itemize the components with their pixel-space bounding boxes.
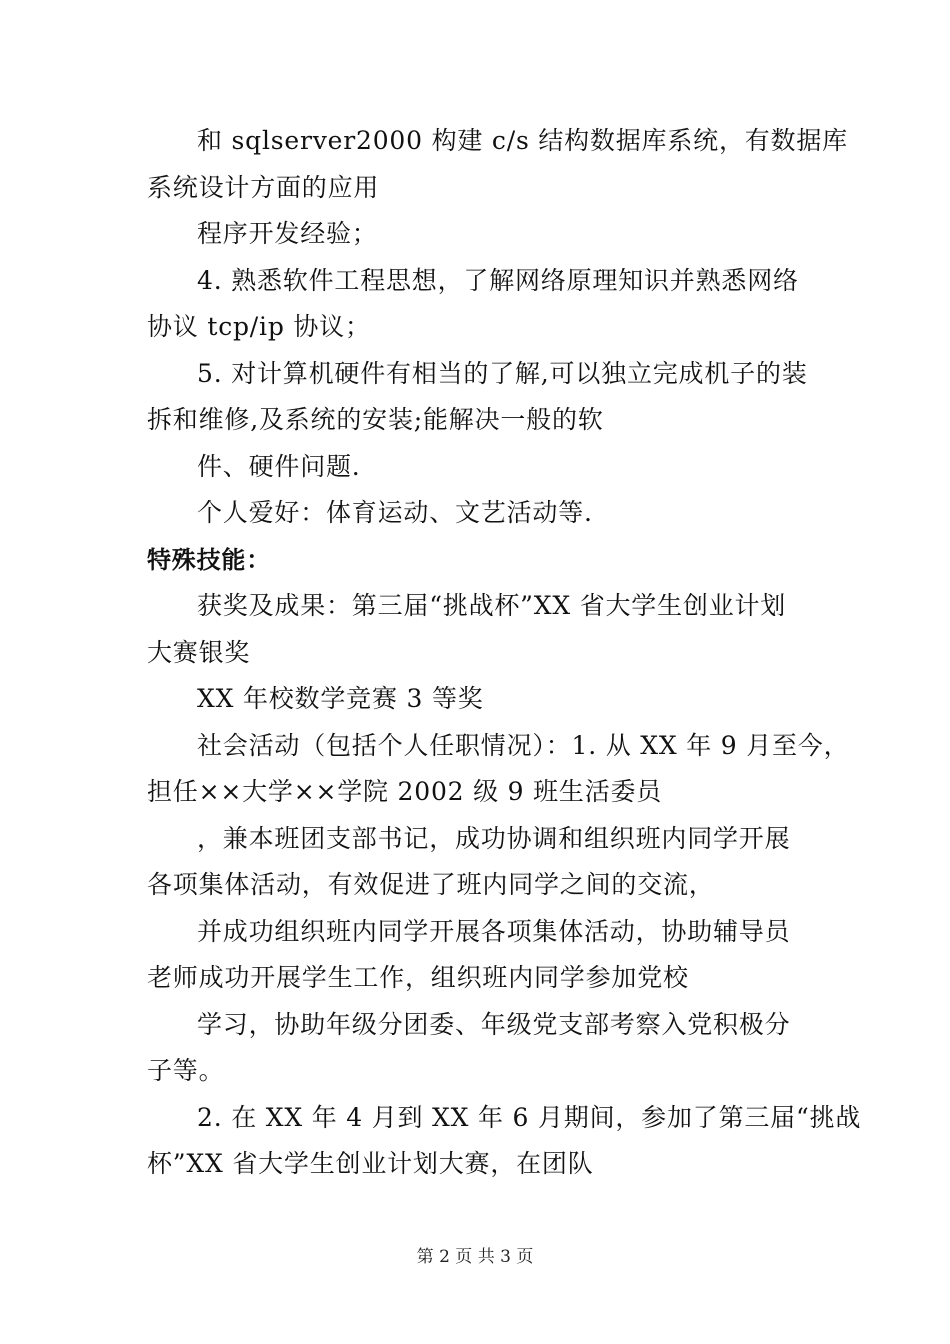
text-line: 老师成功开展学生工作，组织班内同学参加党校 — [147, 963, 689, 992]
text-line: 担任××大学××学院 2002 级 9 班生活委员 — [147, 777, 663, 806]
document-body — [147, 118, 862, 1188]
text-line: ，兼本班团支部书记，成功协调和组织班内同学开展 — [197, 823, 791, 853]
text-line: 程序开发经验； — [197, 219, 378, 248]
section-heading: 特殊技能： — [147, 545, 271, 574]
text-line: 获奖及成果：第三届“挑战杯”XX 省大学生创业计划 — [197, 591, 787, 620]
text-line: 个人爱好：体育运动、文艺活动等. — [197, 498, 593, 527]
text-line: 和 sqlserver2000 构建 c/s 结构数据库系统，有数据库 — [197, 126, 848, 155]
text-line: 拆和维修,及系统的安装;能解决一般的软 — [147, 405, 604, 434]
text-line: XX 年校数学竞赛 3 等奖 — [197, 684, 484, 713]
text-line: 大赛银奖 — [147, 637, 251, 667]
text-line: 各项集体活动，有效促进了班内同学之间的交流， — [147, 870, 715, 899]
text-line: 系统设计方面的应用 — [147, 172, 380, 202]
text-line: 4. 熟悉软件工程思想，了解网络原理知识并熟悉网络 — [197, 265, 799, 295]
page-footer: 第 2 页 共 3 页 — [416, 1247, 534, 1267]
text-line: 件、硬件问题. — [197, 451, 361, 481]
text-line: 5. 对计算机硬件有相当的了解,可以独立完成机子的装 — [197, 358, 808, 388]
text-line: 社会活动（包括个人任职情况）：1. 从 XX 年 9 月至今， — [197, 730, 850, 760]
text-line: 协议 tcp/ip 协议； — [147, 312, 371, 341]
text-line: 杯”XX 省大学生创业计划大赛，在团队 — [147, 1149, 594, 1178]
text-line: 子等。 — [147, 1056, 225, 1085]
text-line: 并成功组织班内同学开展各项集体活动，协助辅导员 — [197, 916, 791, 946]
text-line: 2. 在 XX 年 4 月到 XX 年 6 月期间，参加了第三届“挑战 — [197, 1102, 862, 1132]
text-line: 学习，协助年级分团委、年级党支部考察入党积极分 — [197, 1009, 791, 1039]
